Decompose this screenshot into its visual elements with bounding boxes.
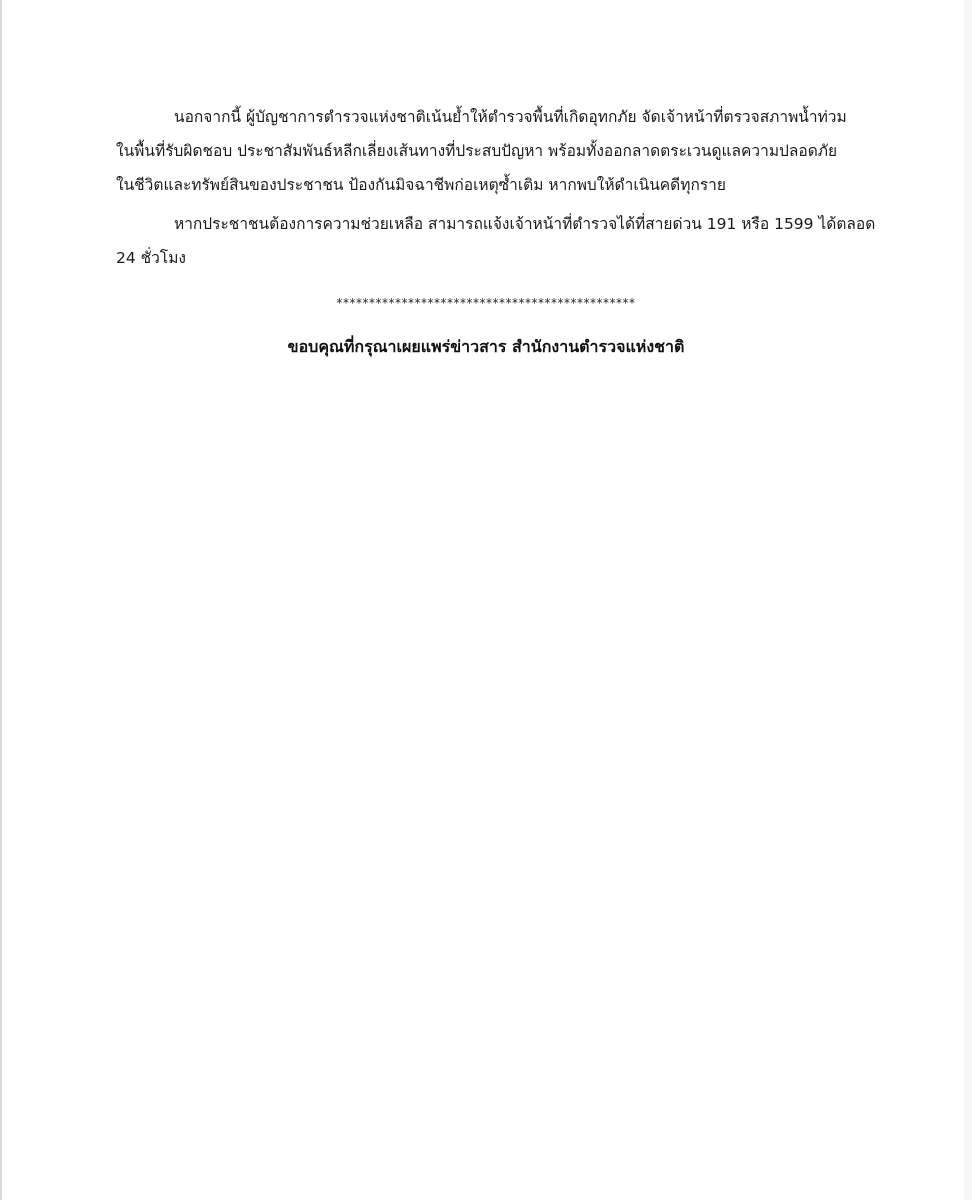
paragraph-line: 24 ชั่วโมง [116, 249, 186, 267]
document-body [116, 100, 886, 275]
paragraph-line: ในพื้นที่รับผิดชอบ ประชาสัมพันธ์หลีกเลี่ยงเส้นทางที่ประสบปัญหา พร้อมทั้งออกลาดตระเวนดูแลความปลอดภัย [116, 142, 838, 160]
paragraph-flood-measures [116, 100, 886, 202]
closing-thanks: ขอบคุณที่กรุณาเผยแพร่ข่าวสาร สำนักงานตำรวจแห่งชาติ [287, 337, 685, 356]
paragraph-line: ในชีวิตและทรัพย์สินของประชาชน ป้องกันมิจฉาชีพก่อเหตุซ้ำเติม หากพบให้ดำเนินคดีทุกราย [116, 176, 726, 194]
paragraph-line: นอกจากนี้ ผู้บัญชาการตำรวจแห่งชาติเน้นย้ำให้ตำรวจพื้นที่เกิดอุทกภัย จัดเจ้าหน้าที่ตรวจสภาพน้ำท่วม [174, 108, 847, 126]
separator-asterisks: ********************************************** [336, 296, 636, 310]
paragraph-line: หากประชาชนต้องการความช่วยเหลือ สามารถแจ้งเจ้าหน้าที่ตำรวจได้ที่สายด่วน 191 หรือ 1599 ได้ตลอด [174, 215, 876, 233]
page-left-border [0, 0, 2, 1200]
paragraph-hotline [116, 207, 886, 275]
page-right-margin [964, 0, 972, 1200]
